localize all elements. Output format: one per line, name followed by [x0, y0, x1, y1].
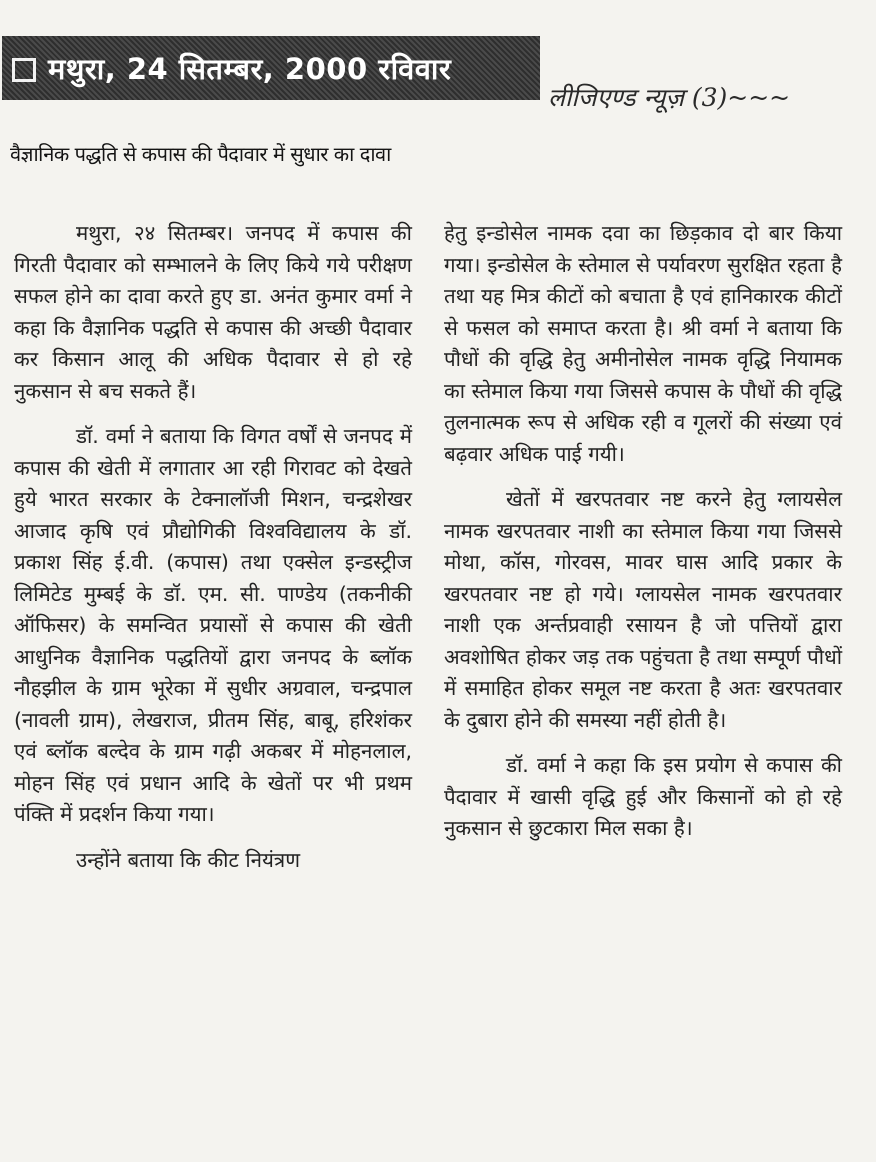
handwritten-source-note: लीजिएण्ड न्यूज़ (3)~~~ — [548, 83, 791, 112]
paragraph: डॉ. वर्मा ने बताया कि विगत वर्षों से जनपद में कपास की खेती में लगातार आ रही गिरावट को देखते हुये भारत सरकार के टेक्नालॉजी मिशन, चन्द्रशेखर आजाद कृषि एवं प्रौद्योगिकी विश्वविद्यालय के डॉ. प्रकाश सिंह ई.वी. (कपास) तथा एक्सेल इन्डस्ट्रीज लिमिटेड मुम्बई के डॉ. एम. सी. पाण्डेय (तकनीकी ऑफिसर) के समन्वित प्रयासों से कपास की खेती आधुनिक वैज्ञानिक पद्धतियों द्वारा जनपद के ब्लॉक नौहझील के ग्राम भूरेका में सुधीर अग्रवाल, चन्द्रपाल (नावली ग्राम), लेखराज, प्रीतम सिंह, बाबू, हरिशंकर एवं ब्लॉक बल्देव के ग्राम गढ़ी अकबर में मोहनलाल, मोहन सिंह एवं प्रधान आदि के खेतों पर भी प्रथम पंक्ति में प्रदर्शन किया गया। — [14, 424, 412, 826]
dateline-banner — [2, 36, 540, 100]
square-bullet-icon — [12, 58, 36, 82]
paragraph: मथुरा, २४ सितम्बर। जनपद में कपास की गिरती पैदावार को सम्भालने के लिए किये गये परीक्षण सफल होने का दावा करते हुए डा. अनंत कुमार वर्मा ने कहा कि वैज्ञानिक पद्धति से कपास की अच्छी पैदावार कर किसान आलू की अधिक पैदावार से हो रहे नुकसान से बच सकते हैं। — [14, 221, 412, 403]
paragraph: खेतों में खरपतवार नष्ट करने हेतु ग्लायसेल नामक खरपतवार नाशी का स्तेमाल किया गया जिससे मोथा, कॉस, गोरवस, मावर घास आदि प्रकार के खरपतवार नष्ट हो गये। ग्लायसेल नामक खरपतवार नाशी एक अर्न्तप्रवाही रसायन है जो पत्तियों द्वारा अवशोषित होकर जड़ तक पहुंचता है तथा सम्पूर्ण पौधों में समाहित होकर समूल नष्ट करता है अतः खरपतवार के दुबारा होने की समस्या नहीं होती है। — [444, 487, 842, 732]
headline: वैज्ञानिक पद्धति से कपास की पैदावार में सुधार का दावा — [10, 142, 391, 166]
dateline: मथुरा, 24 सितम्बर, 2000 रविवार — [48, 51, 452, 86]
paragraph: उन्होंने बताया कि कीट नियंत्रण — [76, 847, 301, 872]
left-column — [14, 218, 412, 876]
right-column — [444, 218, 842, 845]
paragraph: हेतु इन्डोसेल नामक दवा का छिड़काव दो बार किया गया। इन्डोसेल के स्तेमाल से पर्यावरण सुरक्षित रहता है तथा यह मित्र कीटों को बचाता है एवं हानिकारक कीटों से फसल को समाप्त करता है। श्री वर्मा ने बताया कि पौधों की वृद्धि हेतु अमीनोसेल नामक वृद्धि नियामक का स्तेमाल किया गया जिससे कपास के पौधों की वृद्धि तुलनात्मक रूप से अधिक रही व गूलरों की संख्या एवं बढ़वार अधिक पाई गयी। — [444, 221, 842, 466]
paragraph: डॉ. वर्मा ने कहा कि इस प्रयोग से कपास की पैदावार में खासी वृद्धि हुई और किसानों को हो रहे नुकसान से छुटकारा मिल सका है। — [444, 753, 842, 840]
